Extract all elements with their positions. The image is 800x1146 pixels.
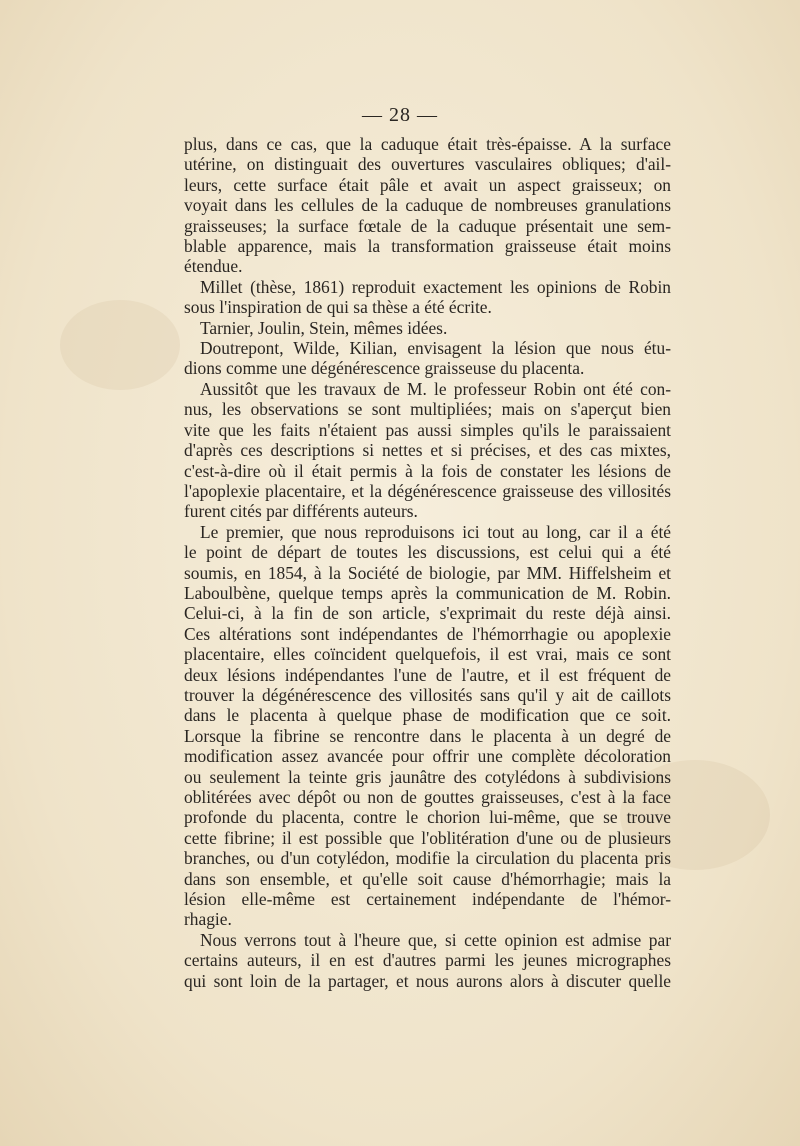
text-line: nus, les observations se sont multipliées; mais on s'aperçut bien [184, 399, 671, 420]
text-line: Doutrepont, Wilde, Kilian, envisagent la lésion que nous étu- [200, 338, 671, 359]
text-line: ou seulement la teinte gris jaunâtre des cotylédons à subdivisions [184, 766, 671, 787]
text-line: furent cités par différents auteurs. [184, 501, 418, 522]
text-line: oblitérées avec dépôt ou non de gouttes graisseuses, c'est à la face [184, 787, 671, 807]
text-line: voyait dans les cellules de la caduque de nombreuses granulations [184, 195, 671, 216]
page-number: — 28 — [362, 104, 438, 126]
text-line: c'est-à-dire où il était permis à la fois de constater les lésions de [184, 460, 671, 481]
text-line: le point de départ de toutes les discussions, est celui qui a été [184, 542, 671, 563]
text-line: étendue. [184, 256, 243, 277]
text-line: vite que les faits n'étaient pas aussi simples qu'ils le paraissaient [184, 419, 671, 440]
text-line: leurs, cette surface était pâle et avait un aspect graisseux; on [184, 174, 671, 195]
text-line: Millet (thèse, 1861) reproduit exactement les opinions de Robin [200, 276, 671, 297]
text-line: l'apoplexie placentaire, et la dégénérescence graisseuse des villosités [184, 480, 671, 501]
text-line: rhagie. [184, 909, 232, 930]
text-line: dans son ensemble, et qu'elle soit cause d'hémorrhagie; mais la [184, 868, 671, 889]
text-line: Celui-ci, à la fin de son article, s'exprimait du reste déjà ainsi. [184, 603, 671, 624]
text-line: utérine, on distinguait des ouvertures vasculaires obliques; d'ail- [184, 154, 671, 175]
text-line: plus, dans ce cas, que la caduque était très-épaisse. A la surface [184, 134, 671, 154]
body-text [184, 134, 671, 991]
text-line: blable apparence, mais la transformation graisseuse était moins [184, 236, 671, 257]
text-line: Laboulbène, quelque temps après la communication de M. Robin. [184, 582, 671, 603]
text-line: Le premier, que nous reproduisons ici tout au long, car il a été [200, 521, 671, 542]
text-line: certains auteurs, il en est d'autres parmi les jeunes micrographes [184, 950, 671, 971]
text-line: dans le placenta à quelque phase de modification que ce soit. [184, 705, 671, 726]
text-line: trouver la dégénérescence des villosités sans qu'il y ait de caillots [184, 684, 671, 705]
text-line: qui sont loin de la partager, et nous aurons alors à discuter quelle [184, 970, 671, 991]
text-line: dions comme une dégénérescence graisseuse du placenta. [184, 358, 585, 379]
paper-stain [60, 300, 180, 390]
text-line: branches, ou d'un cotylédon, modifie la circulation du placenta pris [184, 848, 671, 869]
text-line: sous l'inspiration de qui sa thèse a été écrite. [184, 297, 492, 318]
text-line: Ces altérations sont indépendantes de l'hémorrhagie ou apoplexie [184, 623, 671, 644]
text-line: cette fibrine; il est possible que l'oblitération d'une ou de plusieurs [184, 827, 671, 848]
text-line: lésion elle-même est certainement indépendante de l'hémor- [184, 889, 671, 910]
text-line: deux lésions indépendantes l'une de l'autre, et il est fréquent de [184, 664, 671, 685]
text-line: modification assez avancée pour offrir une complète décoloration [184, 746, 671, 767]
text-line: d'après ces descriptions si nettes et si précises, et des cas mixtes, [184, 440, 671, 461]
text-line: profonde du placenta, contre le chorion lui-même, que se trouve [184, 807, 671, 828]
text-line: placentaire, elles coïncident quelquefois, il est vrai, mais ce sont [184, 644, 671, 665]
text-line: soumis, en 1854, à la Société de biologie, par MM. Hiffelsheim et [184, 562, 671, 583]
text-line: Lorsque la fibrine se rencontre dans le placenta à un degré de [184, 725, 671, 746]
text-line: Tarnier, Joulin, Stein, mêmes idées. [200, 317, 448, 338]
text-line: Aussitôt que les travaux de M. le professeur Robin ont été con- [200, 378, 671, 399]
text-line: graisseuses; la surface fœtale de la caduque présentait une sem- [184, 215, 671, 236]
text-line: Nous verrons tout à l'heure que, si cette opinion est admise par [200, 929, 671, 950]
